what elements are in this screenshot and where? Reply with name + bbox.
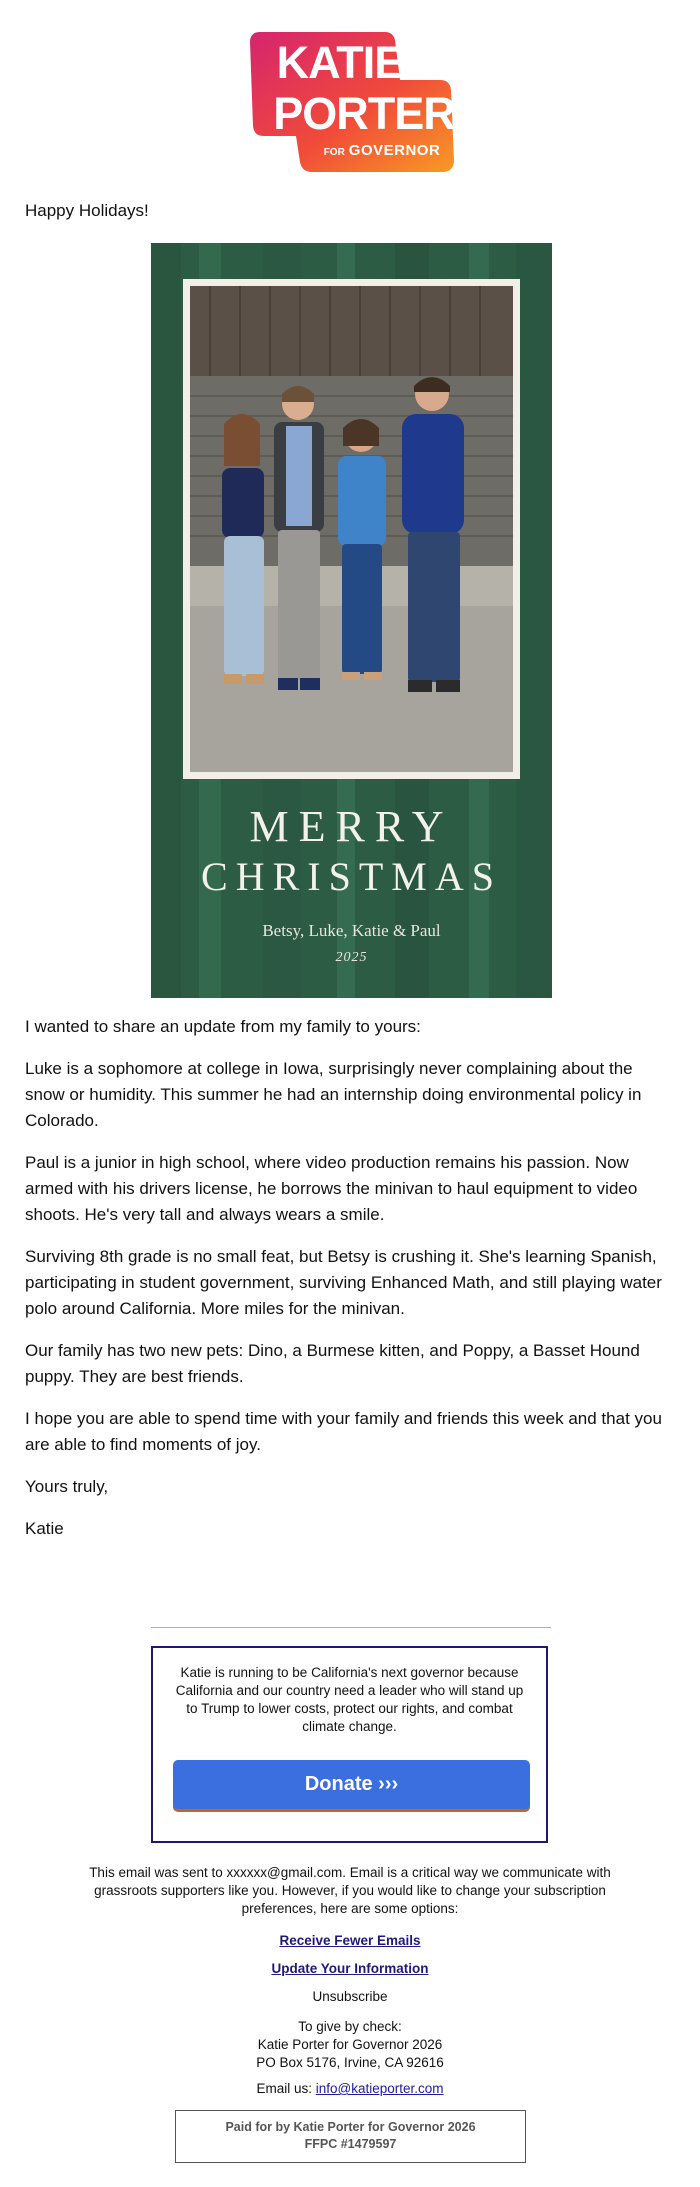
logo-governor-text [280, 142, 484, 159]
email-us-label: Email us: [256, 2081, 312, 2096]
paid-for-line: Paid for by Katie Porter for Governor 2026 [225, 2120, 476, 2134]
logo-porter-text: PORTER [273, 88, 455, 139]
email-us-link[interactable]: info@katieporter.com [315, 2081, 444, 2096]
check-line: To give by check: [298, 2019, 402, 2034]
promo-box [151, 1646, 548, 1843]
unsubscribe-link[interactable]: Unsubscribe [312, 1989, 388, 2004]
ffpc-line: FFPC #1479597 [304, 2137, 397, 2151]
promo-text: Katie is running to be California's next governor because California and our country need a leader who will stand up to Trump to lower costs, protect our rights, and combat climate change. [175, 1665, 524, 1734]
card-merry-text: MERRY [249, 802, 454, 851]
paragraph: Our family has two new pets: Dino, a Burmese kitten, and Poppy, a Basset Hound puppy. They are best friends. [25, 1341, 640, 1386]
family-photo [190, 286, 513, 772]
greeting-text: Happy Holidays! [25, 201, 149, 220]
paragraph: Surviving 8th grade is no small feat, but Betsy is crushing it. She's learning Spanish, participating in student government, surviving Enhanced Math, and still playing water polo around California. More miles for the minivan. [25, 1247, 662, 1318]
paid-for-box [175, 2110, 526, 2163]
check-line: Katie Porter for Governor 2026 [257, 2037, 443, 2052]
letter-body [25, 1014, 675, 1542]
logo-governor-word: GOVERNOR [348, 142, 441, 159]
greeting [25, 198, 675, 224]
check-line: PO Box 5176, Irvine, CA 92616 [256, 2055, 444, 2070]
card-year: 2025 [335, 950, 368, 965]
signature: Katie [25, 1519, 64, 1538]
card-christmas-text: CHRISTMAS [201, 854, 502, 899]
unsubscribe-row [60, 1988, 640, 2006]
donate-button[interactable]: Donate ››› [173, 1760, 530, 1812]
card-names: Betsy, Luke, Katie & Paul [262, 921, 441, 940]
footer-divider [151, 1627, 551, 1628]
logo-for-text: FOR [323, 147, 345, 158]
receive-fewer-emails-link[interactable]: Receive Fewer Emails [279, 1933, 421, 1948]
fewer-emails-row [60, 1932, 640, 1950]
update-info-row [60, 1960, 640, 1978]
photo-frame [183, 279, 520, 779]
katie-porter-logo [250, 32, 454, 174]
logo-katie-text: KATIE [276, 37, 404, 88]
paragraph: I wanted to share an update from my family to yours: [25, 1017, 421, 1036]
family-photo-icon [190, 286, 513, 772]
paragraph: Luke is a sophomore at college in Iowa, surprisingly never complaining about the snow or humidity. This summer he had an internship doing environmental policy in Colorado. [25, 1059, 642, 1130]
update-information-link[interactable]: Update Your Information [271, 1961, 429, 1976]
check-info [60, 2018, 640, 2072]
closing: Yours truly, [25, 1477, 109, 1496]
email-us-row [60, 2080, 640, 2098]
email-notice: This email was sent to xxxxxx@gmail.com. Email is a critical way we communicate with grassroots supporters like you. However, if you would like to change your subscription preferences, here are some options: [89, 1865, 611, 1916]
paragraph: Paul is a junior in high school, where video production remains his passion. Now armed with his drivers license, he borrows the minivan to haul equipment to video shoots. He's very tall and always wears a smile. [25, 1153, 638, 1224]
christmas-card [151, 243, 552, 998]
paragraph: I hope you are able to spend time with your family and friends this week and that you are able to find moments of joy. [25, 1409, 662, 1454]
